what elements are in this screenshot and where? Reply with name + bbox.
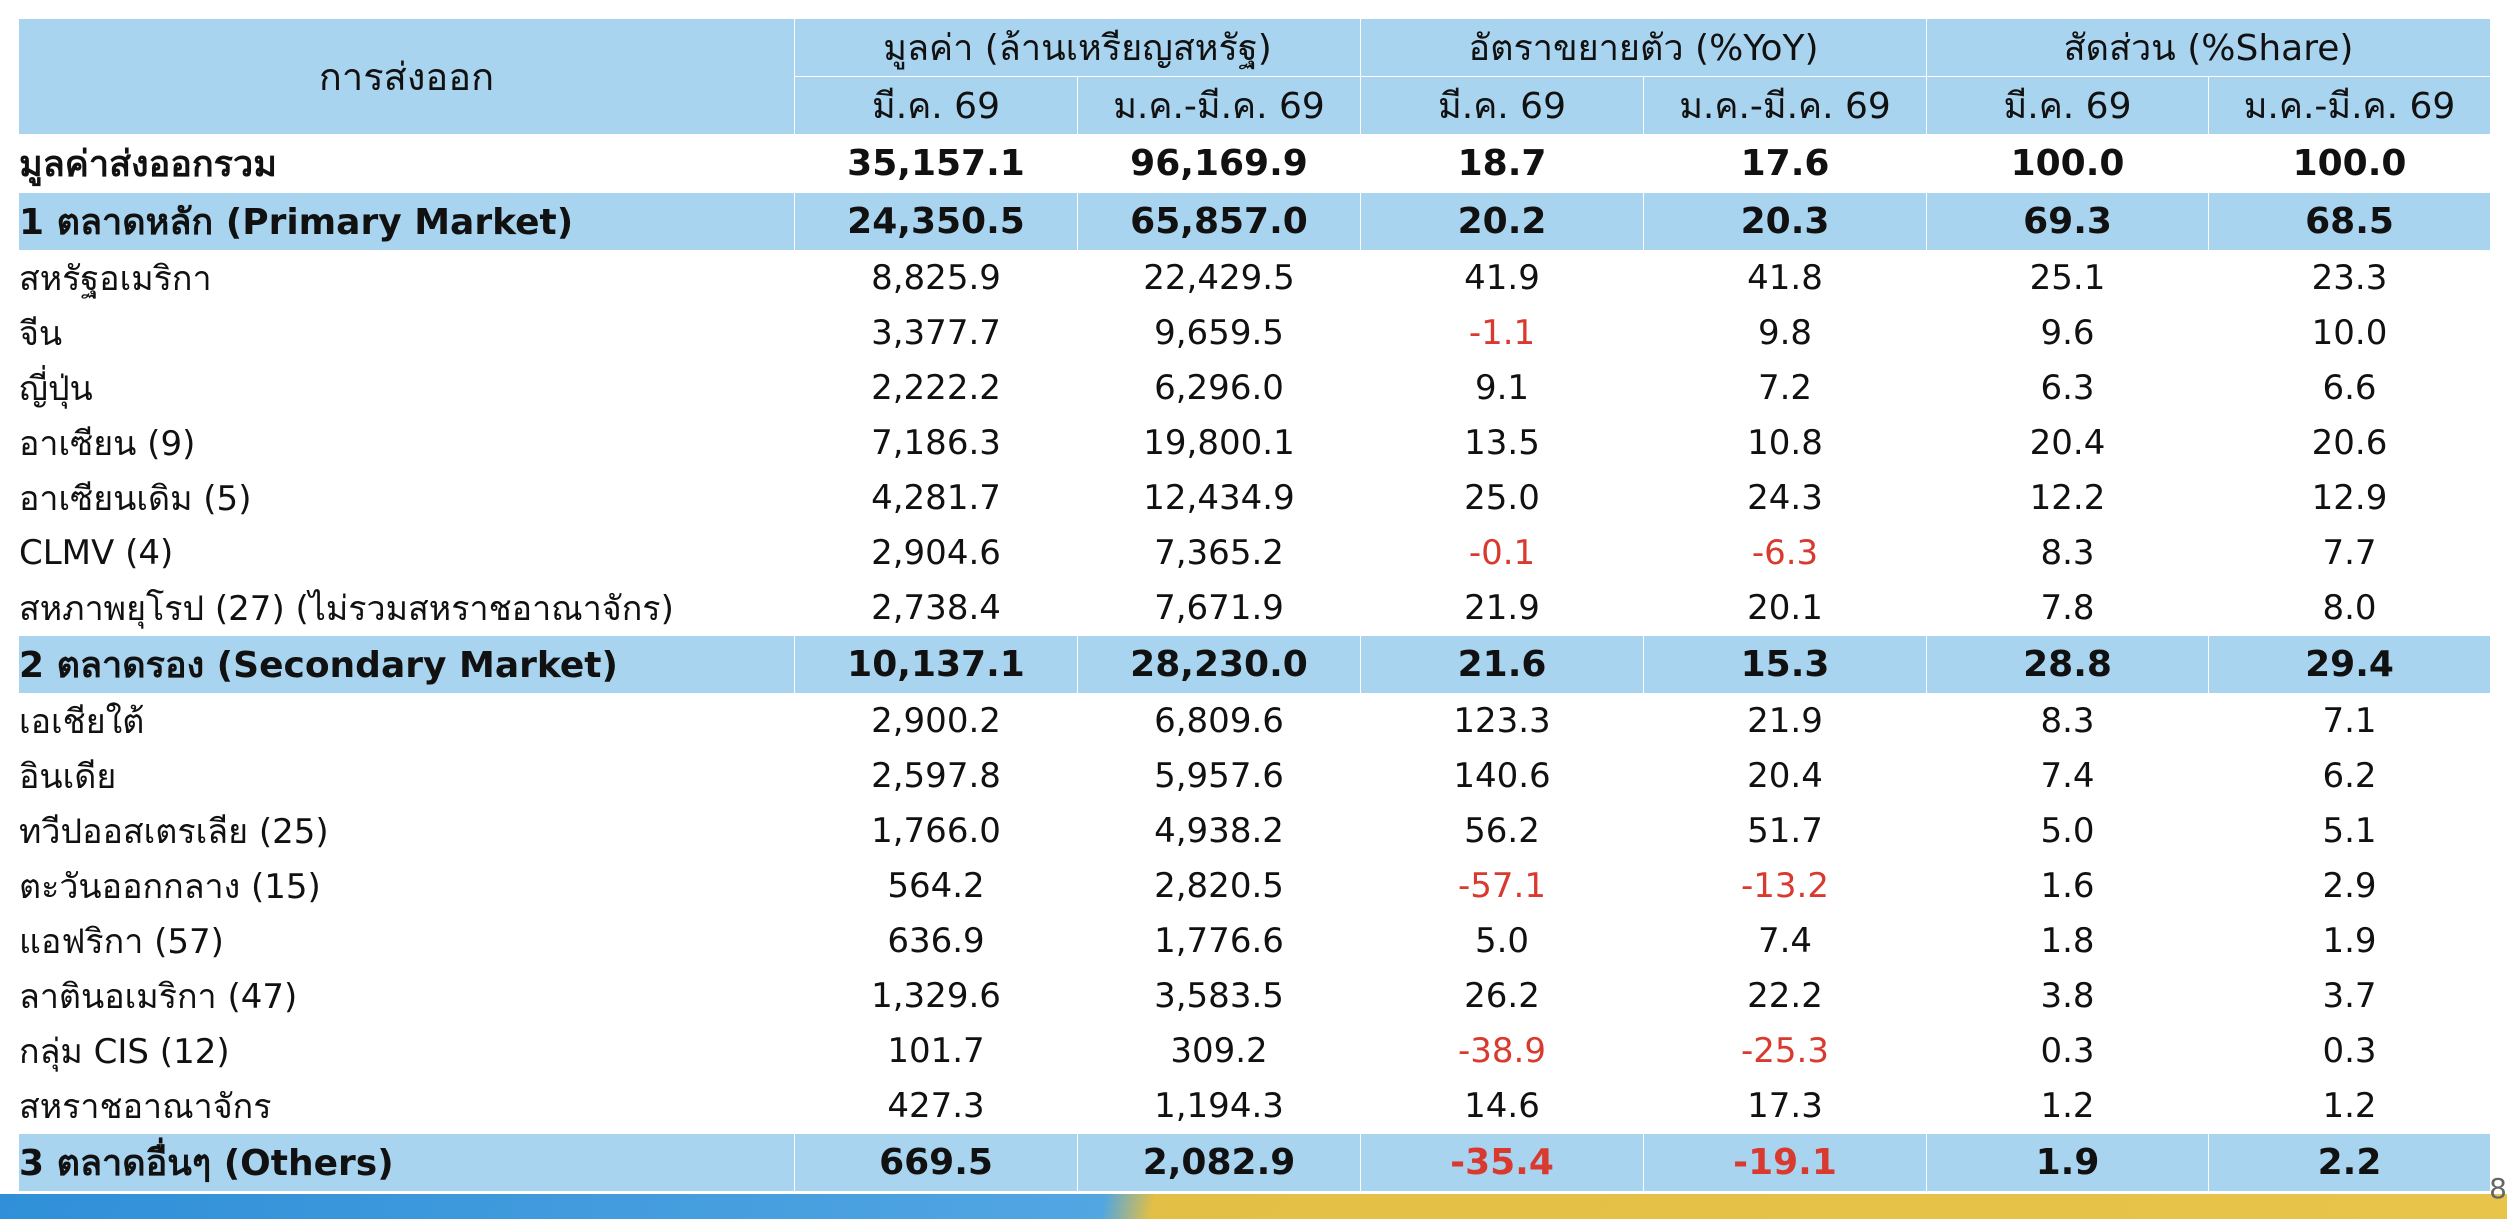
table-cell: 41.9 bbox=[1361, 251, 1644, 306]
table-cell: 564.2 bbox=[795, 858, 1078, 913]
table-cell: 6,296.0 bbox=[1078, 361, 1361, 416]
table-cell: 22.2 bbox=[1644, 968, 1927, 1023]
table-row bbox=[19, 748, 2491, 803]
table-cell: 7,671.9 bbox=[1078, 580, 1361, 635]
table-cell: 23.3 bbox=[2209, 251, 2491, 306]
table-cell: 51.7 bbox=[1644, 803, 1927, 858]
table-cell: 22,429.5 bbox=[1078, 251, 1361, 306]
row-label: สหภาพยุโรป (27) (ไม่รวมสหราชอาณาจักร) bbox=[19, 580, 795, 635]
row-label: แอฟริกา (57) bbox=[19, 913, 795, 968]
table-cell: 1.2 bbox=[1927, 1078, 2209, 1133]
row-label: 1 ตลาดหลัก (Primary Market) bbox=[19, 193, 795, 251]
table-cell: 35,157.1 bbox=[795, 135, 1078, 193]
table-row bbox=[19, 306, 2491, 361]
table-cell: 12.9 bbox=[2209, 471, 2491, 526]
table-cell: -25.3 bbox=[1644, 1023, 1927, 1078]
table-cell: 56.2 bbox=[1361, 803, 1644, 858]
row-label: อาเซียน (9) bbox=[19, 416, 795, 471]
table-cell: 2,082.9 bbox=[1078, 1133, 1361, 1191]
table-cell: 21.9 bbox=[1361, 580, 1644, 635]
row-label: อาเซียนเดิม (5) bbox=[19, 471, 795, 526]
footer-color-bar bbox=[0, 1194, 2507, 1219]
table-cell: 7.4 bbox=[1644, 913, 1927, 968]
table-cell: 21.9 bbox=[1644, 693, 1927, 748]
table-cell: 17.6 bbox=[1644, 135, 1927, 193]
table-cell: 3.8 bbox=[1927, 968, 2209, 1023]
table-cell: 4,281.7 bbox=[795, 471, 1078, 526]
table-cell: 7.8 bbox=[1927, 580, 2209, 635]
table-cell: 19,800.1 bbox=[1078, 416, 1361, 471]
table-cell: 20.3 bbox=[1644, 193, 1927, 251]
table-cell: 1,776.6 bbox=[1078, 913, 1361, 968]
table-cell: 2.9 bbox=[2209, 858, 2491, 913]
table-cell: 2,738.4 bbox=[795, 580, 1078, 635]
table-cell: -1.1 bbox=[1361, 306, 1644, 361]
table-cell: -6.3 bbox=[1644, 526, 1927, 581]
table-cell: 6.2 bbox=[2209, 748, 2491, 803]
table-cell: 427.3 bbox=[795, 1078, 1078, 1133]
table-cell: 123.3 bbox=[1361, 693, 1644, 748]
table-cell: 21.6 bbox=[1361, 635, 1644, 693]
export-table bbox=[18, 18, 2491, 1192]
table-cell: 2,900.2 bbox=[795, 693, 1078, 748]
table-cell: 18.7 bbox=[1361, 135, 1644, 193]
table-cell: 9.8 bbox=[1644, 306, 1927, 361]
table-cell: 140.6 bbox=[1361, 748, 1644, 803]
table-cell: 0.3 bbox=[1927, 1023, 2209, 1078]
table-cell: 9.1 bbox=[1361, 361, 1644, 416]
table-cell: 309.2 bbox=[1078, 1023, 1361, 1078]
table-cell: 7.1 bbox=[2209, 693, 2491, 748]
table-cell: 5.0 bbox=[1927, 803, 2209, 858]
table-cell: 8.0 bbox=[2209, 580, 2491, 635]
table-cell: 12,434.9 bbox=[1078, 471, 1361, 526]
table-row bbox=[19, 193, 2491, 251]
table-cell: 96,169.9 bbox=[1078, 135, 1361, 193]
row-label: เอเชียใต้ bbox=[19, 693, 795, 748]
table-row bbox=[19, 416, 2491, 471]
table-row bbox=[19, 803, 2491, 858]
header-subcol: ม.ค.-มี.ค. 69 bbox=[1644, 77, 1927, 135]
row-label: มูลค่าส่งออกรวม bbox=[19, 135, 795, 193]
table-cell: 24.3 bbox=[1644, 471, 1927, 526]
table-row bbox=[19, 635, 2491, 693]
table-cell: 7.7 bbox=[2209, 526, 2491, 581]
table-cell: 1.6 bbox=[1927, 858, 2209, 913]
header-group-value: มูลค่า (ล้านเหรียญสหรัฐ) bbox=[795, 19, 1361, 77]
header-subcol: ม.ค.-มี.ค. 69 bbox=[1078, 77, 1361, 135]
table-cell: 0.3 bbox=[2209, 1023, 2491, 1078]
table-row bbox=[19, 858, 2491, 913]
table-cell: 1.2 bbox=[2209, 1078, 2491, 1133]
table-cell: -13.2 bbox=[1644, 858, 1927, 913]
table-cell: 20.1 bbox=[1644, 580, 1927, 635]
table-row bbox=[19, 471, 2491, 526]
row-label: กลุ่ม CIS (12) bbox=[19, 1023, 795, 1078]
header-group-growth: อัตราขยายตัว (%YoY) bbox=[1361, 19, 1927, 77]
table-cell: 15.3 bbox=[1644, 635, 1927, 693]
header-row-groups bbox=[19, 19, 2491, 77]
table-cell: 20.2 bbox=[1361, 193, 1644, 251]
table-cell: 669.5 bbox=[795, 1133, 1078, 1191]
row-label: ตะวันออกกลาง (15) bbox=[19, 858, 795, 913]
table-body bbox=[19, 135, 2491, 1192]
table-cell: 2,597.8 bbox=[795, 748, 1078, 803]
table-cell: 20.6 bbox=[2209, 416, 2491, 471]
table-cell: 3,583.5 bbox=[1078, 968, 1361, 1023]
page-number: 8 bbox=[2489, 1172, 2507, 1205]
table-cell: 3.7 bbox=[2209, 968, 2491, 1023]
table-row bbox=[19, 1133, 2491, 1191]
table-cell: 26.2 bbox=[1361, 968, 1644, 1023]
table-cell: 101.7 bbox=[795, 1023, 1078, 1078]
table-row bbox=[19, 1023, 2491, 1078]
table-cell: 100.0 bbox=[2209, 135, 2491, 193]
table-cell: 13.5 bbox=[1361, 416, 1644, 471]
table-cell: 1,329.6 bbox=[795, 968, 1078, 1023]
row-label: สหราชอาณาจักร bbox=[19, 1078, 795, 1133]
table-cell: 2.2 bbox=[2209, 1133, 2491, 1191]
table-cell: 9,659.5 bbox=[1078, 306, 1361, 361]
row-label: CLMV (4) bbox=[19, 526, 795, 581]
table-cell: 17.3 bbox=[1644, 1078, 1927, 1133]
table-cell: 7,186.3 bbox=[795, 416, 1078, 471]
header-subcol: มี.ค. 69 bbox=[795, 77, 1078, 135]
table-cell: 28,230.0 bbox=[1078, 635, 1361, 693]
table-cell: 14.6 bbox=[1361, 1078, 1644, 1133]
table-row bbox=[19, 251, 2491, 306]
table-cell: 1,194.3 bbox=[1078, 1078, 1361, 1133]
header-subcol: ม.ค.-มี.ค. 69 bbox=[2209, 77, 2491, 135]
table-cell: 636.9 bbox=[795, 913, 1078, 968]
table-cell: 25.0 bbox=[1361, 471, 1644, 526]
table-cell: 7.2 bbox=[1644, 361, 1927, 416]
row-label: ญี่ปุ่น bbox=[19, 361, 795, 416]
table-cell: 1.9 bbox=[2209, 913, 2491, 968]
table-cell: 25.1 bbox=[1927, 251, 2209, 306]
table-cell: 6.3 bbox=[1927, 361, 2209, 416]
table-cell: 9.6 bbox=[1927, 306, 2209, 361]
row-label: จีน bbox=[19, 306, 795, 361]
row-label: 2 ตลาดรอง (Secondary Market) bbox=[19, 635, 795, 693]
table-cell: 5,957.6 bbox=[1078, 748, 1361, 803]
table-cell: 1,766.0 bbox=[795, 803, 1078, 858]
header-subcol: มี.ค. 69 bbox=[1361, 77, 1644, 135]
table-row bbox=[19, 526, 2491, 581]
table-cell: 20.4 bbox=[1644, 748, 1927, 803]
table-cell: -38.9 bbox=[1361, 1023, 1644, 1078]
table-row bbox=[19, 693, 2491, 748]
table-cell: 5.0 bbox=[1361, 913, 1644, 968]
table-cell: 3,377.7 bbox=[795, 306, 1078, 361]
table-cell: 12.2 bbox=[1927, 471, 2209, 526]
table-cell: 10.0 bbox=[2209, 306, 2491, 361]
table-cell: 1.9 bbox=[1927, 1133, 2209, 1191]
table-cell: 7.4 bbox=[1927, 748, 2209, 803]
table-cell: 4,938.2 bbox=[1078, 803, 1361, 858]
table-cell: 8,825.9 bbox=[795, 251, 1078, 306]
table-cell: 10,137.1 bbox=[795, 635, 1078, 693]
table-row bbox=[19, 968, 2491, 1023]
table-cell: 1.8 bbox=[1927, 913, 2209, 968]
table-row bbox=[19, 1078, 2491, 1133]
table-cell: 69.3 bbox=[1927, 193, 2209, 251]
table-cell: 24,350.5 bbox=[795, 193, 1078, 251]
table-row bbox=[19, 913, 2491, 968]
table-cell: 6,809.6 bbox=[1078, 693, 1361, 748]
table-cell: 2,904.6 bbox=[795, 526, 1078, 581]
table-cell: 100.0 bbox=[1927, 135, 2209, 193]
header-group-share: สัดส่วน (%Share) bbox=[1927, 19, 2491, 77]
row-label: อินเดีย bbox=[19, 748, 795, 803]
table-cell: 2,820.5 bbox=[1078, 858, 1361, 913]
row-label: สหรัฐอเมริกา bbox=[19, 251, 795, 306]
table-row bbox=[19, 361, 2491, 416]
table-cell: 10.8 bbox=[1644, 416, 1927, 471]
table-cell: 20.4 bbox=[1927, 416, 2209, 471]
table-cell: 68.5 bbox=[2209, 193, 2491, 251]
row-label: ลาตินอเมริกา (47) bbox=[19, 968, 795, 1023]
table-row bbox=[19, 580, 2491, 635]
table-cell: 8.3 bbox=[1927, 693, 2209, 748]
table-cell: -0.1 bbox=[1361, 526, 1644, 581]
table-cell: 41.8 bbox=[1644, 251, 1927, 306]
header-corner: การส่งออก bbox=[19, 19, 795, 135]
table-cell: -57.1 bbox=[1361, 858, 1644, 913]
table-cell: 65,857.0 bbox=[1078, 193, 1361, 251]
table-cell: 2,222.2 bbox=[795, 361, 1078, 416]
table-row bbox=[19, 135, 2491, 193]
row-label: 3 ตลาดอื่นๆ (Others) bbox=[19, 1133, 795, 1191]
row-label: ทวีปออสเตรเลีย (25) bbox=[19, 803, 795, 858]
table-cell: 6.6 bbox=[2209, 361, 2491, 416]
table-cell: 8.3 bbox=[1927, 526, 2209, 581]
table-cell: 28.8 bbox=[1927, 635, 2209, 693]
table-cell: -19.1 bbox=[1644, 1133, 1927, 1191]
table-cell: 29.4 bbox=[2209, 635, 2491, 693]
table-cell: 7,365.2 bbox=[1078, 526, 1361, 581]
table-cell: 5.1 bbox=[2209, 803, 2491, 858]
header-subcol: มี.ค. 69 bbox=[1927, 77, 2209, 135]
table-cell: -35.4 bbox=[1361, 1133, 1644, 1191]
